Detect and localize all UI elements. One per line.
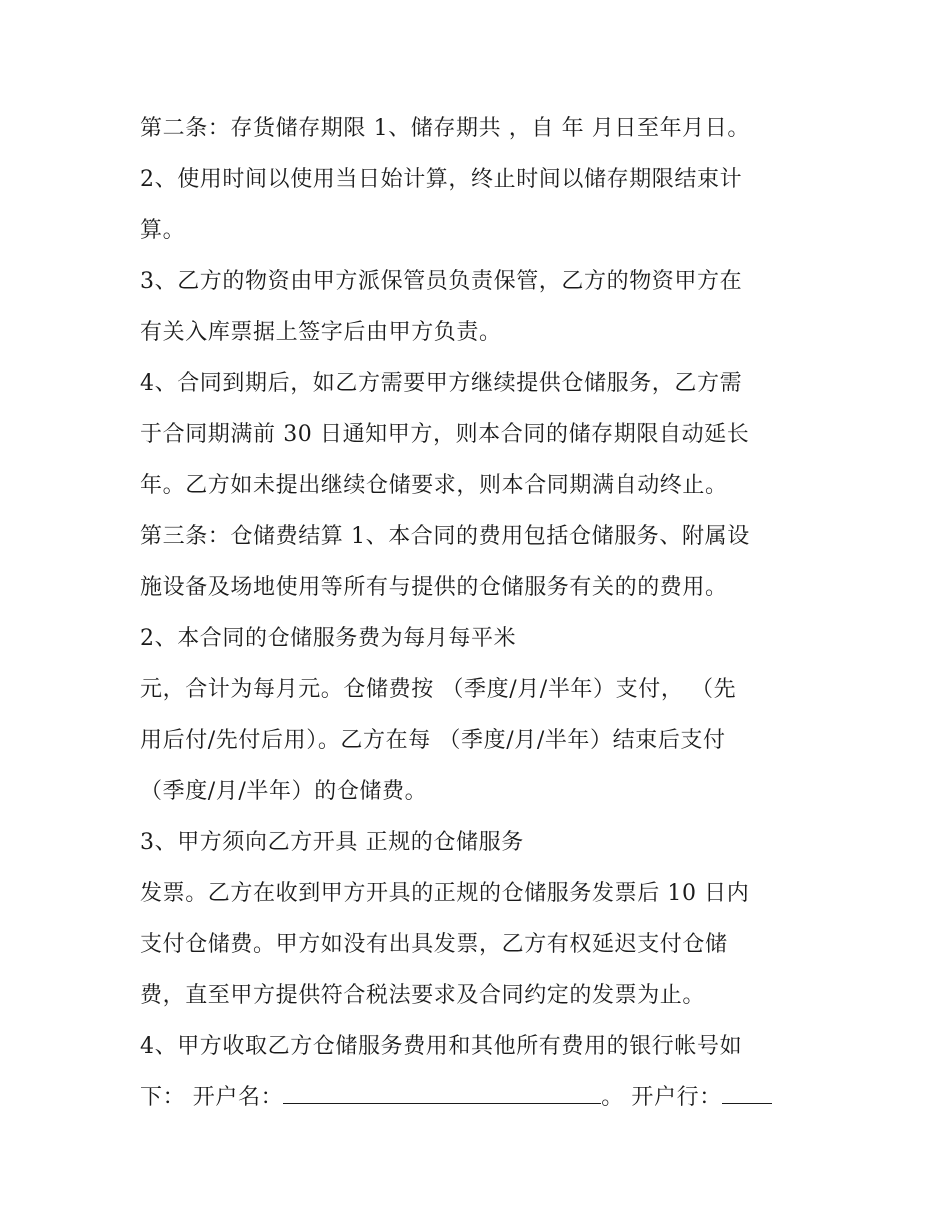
account-name-label: 下： 开户名： xyxy=(140,1085,284,1110)
text-line-20 xyxy=(140,1083,805,1113)
text-line-2: 2、使用时间以使用当日始计算，终止时间以储存期限结束计 xyxy=(140,167,743,192)
bank-blank xyxy=(722,1083,772,1104)
text-line-6: 4、合同到期后，如乙方需要甲方继续提供仓储服务，乙方需 xyxy=(140,371,743,396)
text-line-5: 有关入库票据上签字后由甲方负责。 xyxy=(140,320,502,345)
text-line-18: 费，直至甲方提供符合税法要求及合同约定的发票为止。 xyxy=(140,983,706,1008)
text-line-1: 第二条：存货储存期限 1、储存期共 ，自 年 月日至年月日。 xyxy=(140,116,750,141)
text-line-11: 2、本合同的仓储服务费为每月每平米 xyxy=(140,626,517,651)
text-line-12: 元，合计为每月元。仓储费按 （季度/月/半年）支付， （先 xyxy=(140,677,737,702)
text-line-15: 3、甲方须向乙方开具 正规的仓储服务 xyxy=(140,830,524,855)
text-line-9: 第三条：仓储费结算 1、本合同的费用包括仓储服务、附属设 xyxy=(140,524,750,549)
text-line-7: 于合同期满前 30 日通知甲方，则本合同的储存期限自动延长 xyxy=(140,422,750,447)
text-line-14: （季度/月/半年）的仓储费。 xyxy=(140,779,428,804)
text-line-19: 4、甲方收取乙方仓储服务费用和其他所有费用的银行帐号如 xyxy=(140,1034,743,1059)
text-line-17: 支付仓储费。甲方如没有出具发票，乙方有权延迟支付仓储 xyxy=(140,932,728,957)
text-line-16: 发票。乙方在收到甲方开具的正规的仓储服务发票后 10 日内 xyxy=(140,881,750,906)
text-line-8: 年。乙方如未提出继续仓储要求，则本合同期满自动终止。 xyxy=(140,473,728,498)
text-line-3: 算。 xyxy=(140,218,186,243)
text-line-10: 施设备及场地使用等所有与提供的仓储服务有关的的费用。 xyxy=(140,575,728,600)
bank-label: 。 开户行： xyxy=(601,1085,722,1110)
text-line-4: 3、乙方的物资由甲方派保管员负责保管，乙方的物资甲方在 xyxy=(140,269,743,294)
text-line-13: 用后付/先付后用）。乙方在每 （季度/月/半年）结束后支付 xyxy=(140,728,726,753)
account-name-blank xyxy=(283,1083,601,1104)
